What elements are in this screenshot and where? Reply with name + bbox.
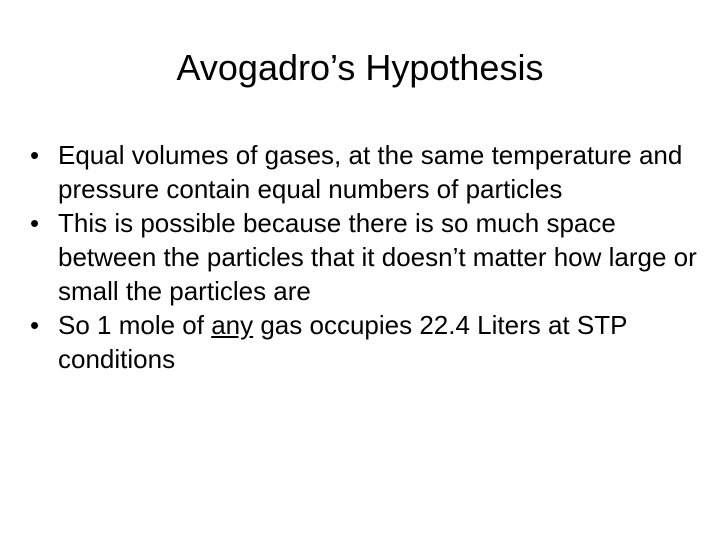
bullet-mark: • [30,310,40,340]
bullet-mark: • [30,140,40,170]
bullet-emphasis-any: any [211,310,254,340]
bullet-text-post: gas occupies 22.4 Liters at STP conditions [58,310,627,374]
bullet-item-3 [30,308,710,376]
slide-title: Avogadro’s Hypothesis [176,47,544,88]
bullet-item-1 [30,138,710,206]
bullet-text: This is possible because there is so much space between the particles that it doesn’t matter how large or small the particles are [58,208,697,306]
bullet-text-pre: So 1 mole of [58,310,212,340]
bullet-text: Equal volumes of gases, at the same temperature and pressure contain equal numbers of particles [58,140,683,204]
bullet-mark: • [30,208,40,238]
bullet-item-2 [30,206,710,308]
bullet-list [30,138,710,376]
